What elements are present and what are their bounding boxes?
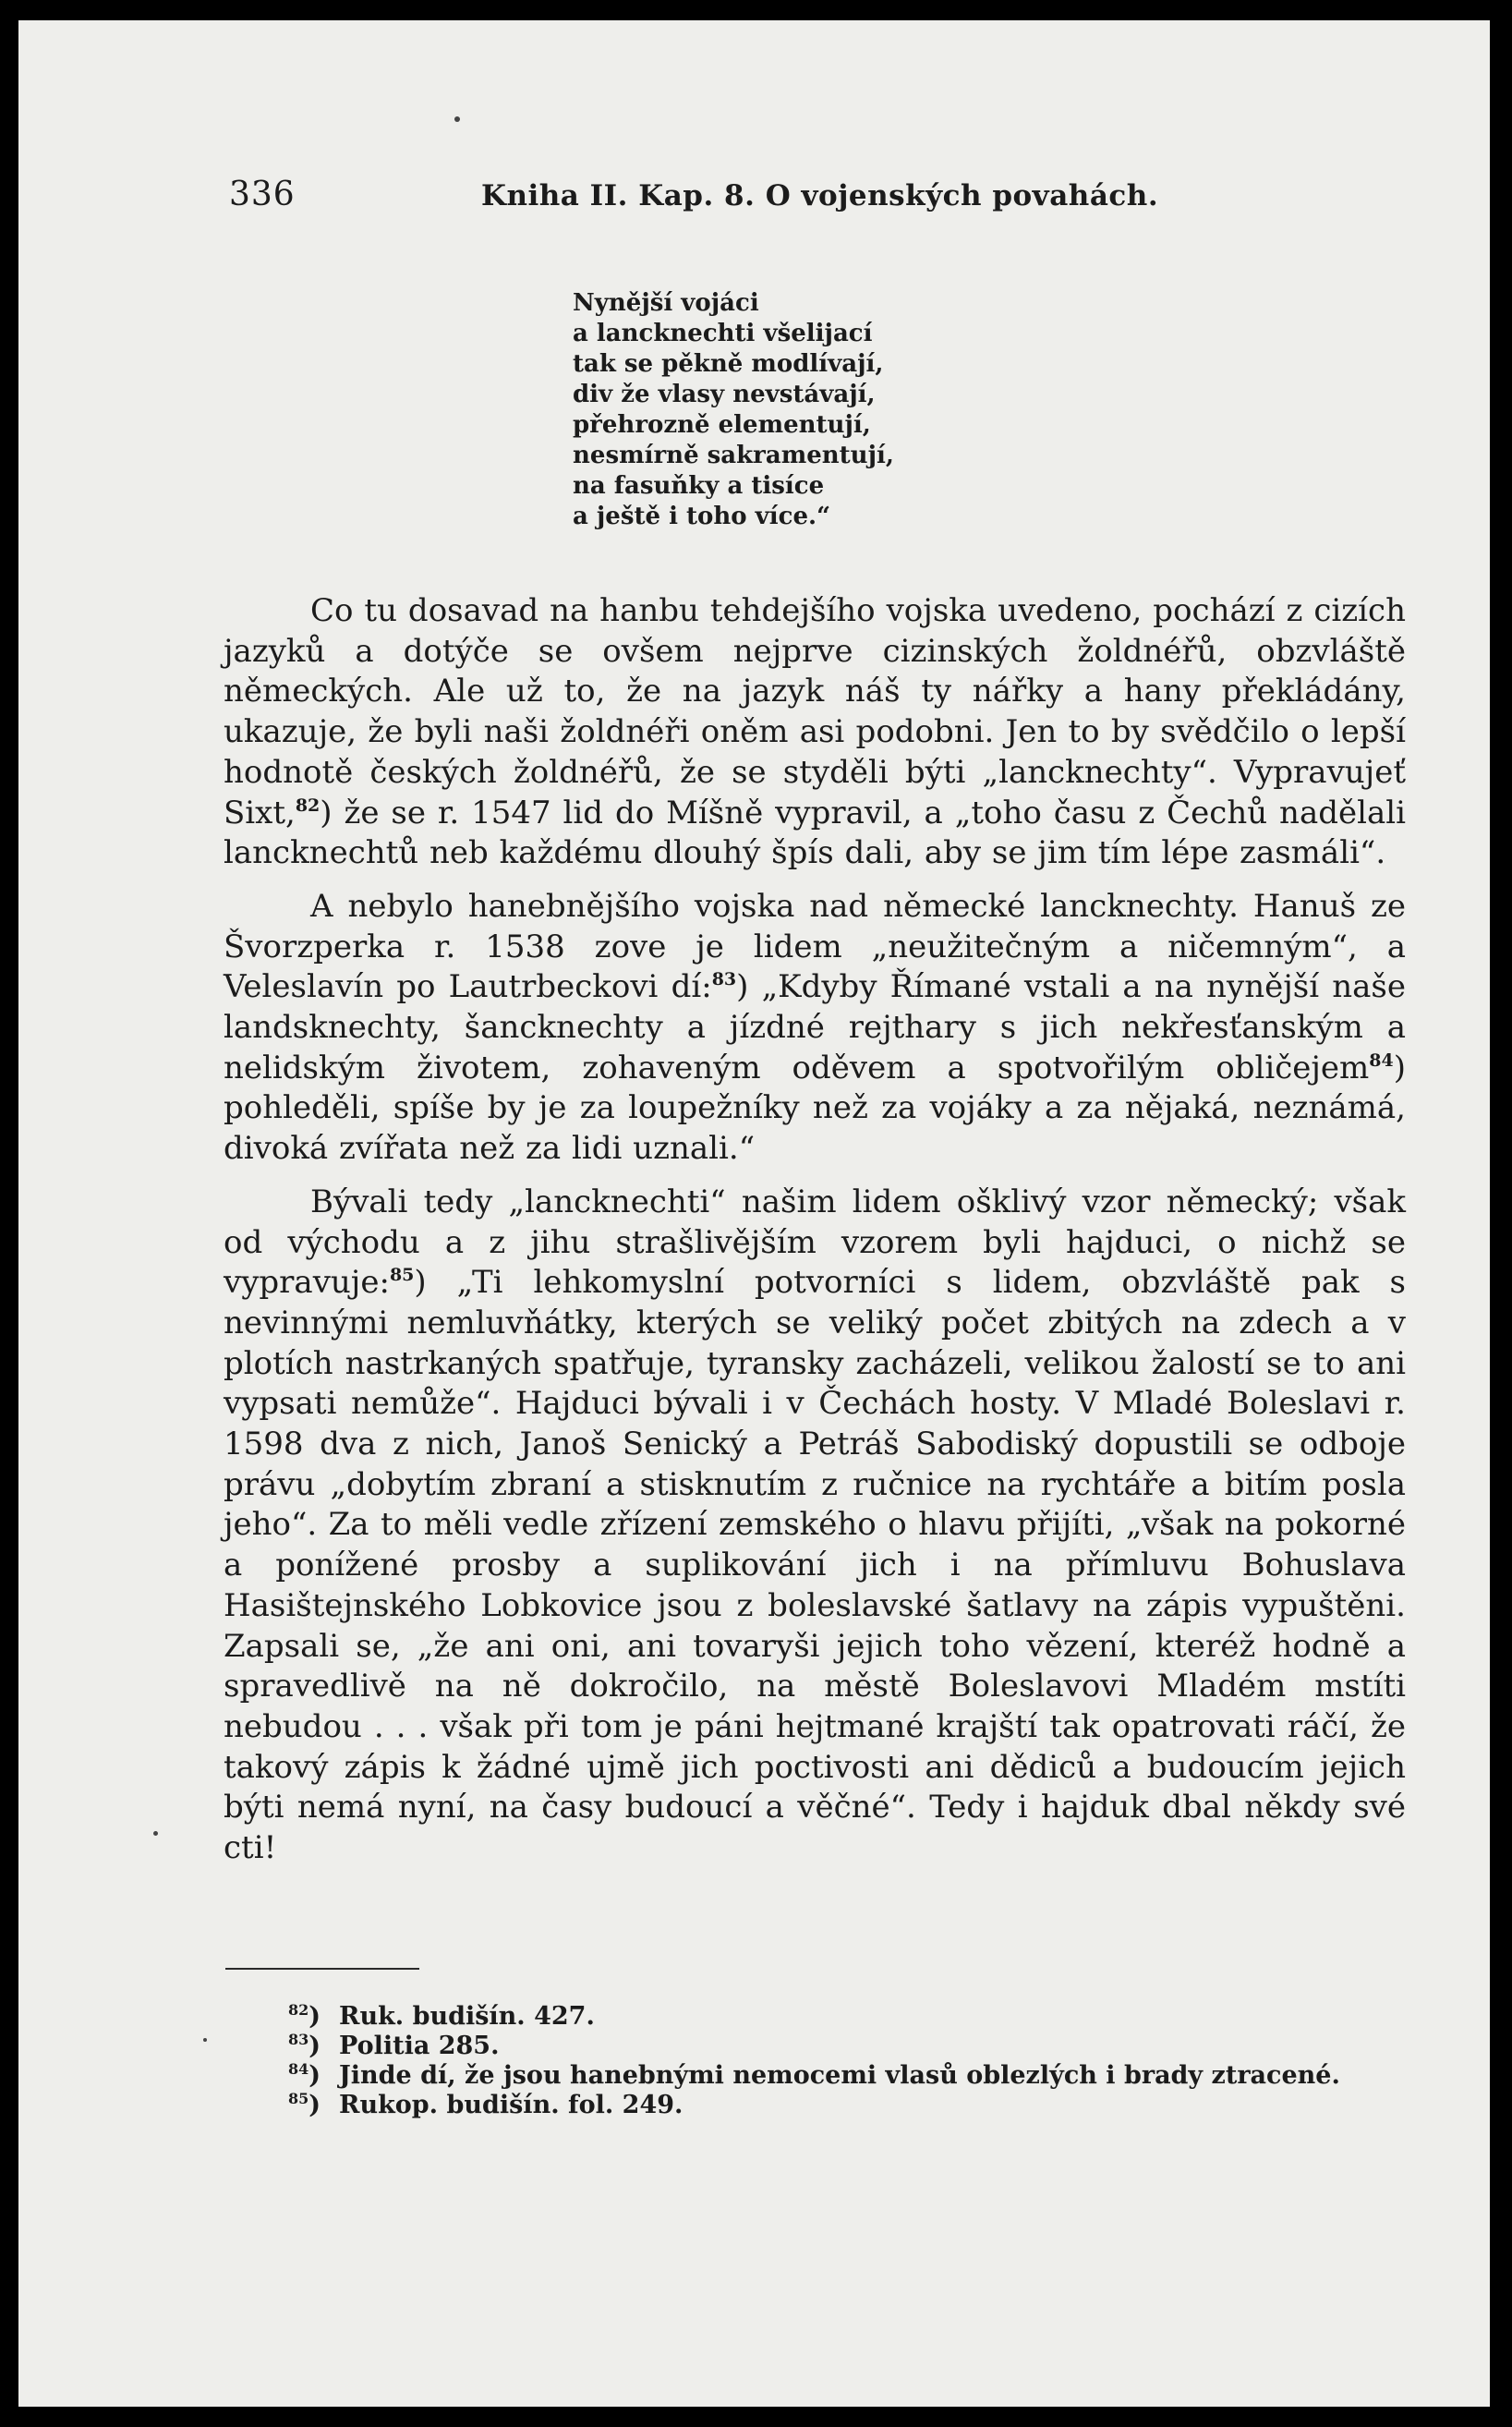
footnote-ref: 84 [1369, 1050, 1394, 1071]
paragraph [224, 887, 1406, 1170]
footnote-ref: 85 [389, 1265, 415, 1286]
page-number: 336 [229, 176, 296, 213]
footnote [288, 2032, 1415, 2061]
print-speck [153, 1831, 158, 1836]
page-header [229, 176, 1393, 222]
footnote [288, 2061, 1415, 2091]
verse-line: přehrozně elementují, [573, 411, 871, 439]
paragraph-text: ) „Ti lehkomyslní potvorníci s lidem, obzvláště pak s nevinnými nemluvňátky, kterých se veliký počet zbitých na zdech a v plotích nastrkaných spatřuje, tyransky zacházeli, velikou žalostí se to ani vypsati nemůže“. Hajduci bývali i v Čechách hosty. V Mladé Boleslavi r. 1598 dva z nich, Janoš Senický a Petráš Sabodiský dopustili se odboje právu „dobytím zbraní a stisknutím z ručnice na rychtáře a bitím posla jeho“. Za to měli vedle zřízení zemského o hlavu přijíti, „však na pokorné a ponížené prosby a suplikování jich i na přímluvu Bohuslava Hasištejnského Lobkovice jsou z boleslavské šatlavy na zápis vypuštěni. Zapsali se, „že ani oni, ani tovaryši jejich toho vězení, kteréž hodně a spravedlivě na ně dokročilo, na městě Boleslavovi Mladém mstíti nebudou . . . však při tom je páni hejtmané krajští tak opatrovati ráčí, že takový zápis k žádné ujmě jich poctivosti ani dědiců a budoucím jejich býti nemá nyní, na časy budoucí a věčné“. Tedy i hajduk dbal někdy své cti! [224, 1264, 1406, 1867]
body-text [224, 591, 1406, 1869]
footnote-ref: 83 [711, 969, 737, 990]
footnote-mark: $^{84}$) [288, 2060, 321, 2090]
footnote [288, 2002, 1415, 2032]
verse-line: a ještě i toho více.“ [573, 503, 831, 530]
verse-line: na fasuňky a tisíce [573, 472, 825, 500]
footnote-divider [225, 1968, 419, 1970]
verse-line: nesmírně sakramentují, [573, 442, 894, 469]
verse-line: tak se pěkně modlívají, [573, 350, 884, 378]
footnote-text: Politia 285. [339, 2032, 500, 2060]
footnote [288, 2091, 1415, 2120]
paragraph-text: ) že se r. 1547 lid do Míšně vypravil, a „toho času z Čechů nadělali lancknechtů neb každému dlouhý špís dali, aby se jim tím lépe zasmáli“. [224, 794, 1406, 872]
footnote-number: 82 [288, 2001, 309, 2019]
footnote-text: Ruk. budišín. 427. [339, 2002, 595, 2031]
footnote-mark: $^{85}$) [288, 2090, 321, 2119]
paragraph [224, 591, 1406, 874]
book-page [18, 20, 1490, 2407]
print-speck [454, 116, 460, 122]
paragraph-text: A nebylo hanebnějšího vojska nad německé lancknechty. Hanuš ze Švorzperka r. 1538 zove je lidem „neužitečným a ničemným“, a Veleslavín po Lautrbeckovi dí: [224, 887, 1406, 1006]
print-speck [203, 2038, 207, 2042]
footnote-text: Rukop. budišín. fol. 249. [339, 2091, 683, 2119]
paragraph-text: Co tu dosavad na hanbu tehdejšího vojska uvedeno, pochází z cizích jazyků a dotýče se ovšem nejprve cizinských žoldnéřů, obzvláště německých. Ale už to, že na jazyk náš ty nářky a hany překládány, ukazuje, že byli naši žoldnéři oněm asi podobni. Jen to by svědčilo o lepší hodnotě českých žoldnéřů, že se styděli býti „lancknechty“. Vypravujeť Sixt, [224, 592, 1406, 831]
verse-line: Nynější vojáci [573, 289, 759, 317]
verse-line: div že vlasy nevstávají, [573, 381, 876, 408]
footnote-ref: 82 [295, 795, 321, 816]
verse-line: a lancknechti všelijací [573, 320, 873, 347]
footnote-number: 83 [288, 2031, 309, 2048]
paragraph [224, 1183, 1406, 1869]
paragraph-text: Bývali tedy „lancknechti“ našim lidem ošklivý vzor německý; však od východu a z jihu strašlivějším vzorem byli hajduci, o nichž se vypravuje: [224, 1183, 1406, 1302]
footnote-number: 85 [288, 2090, 309, 2107]
footnote-mark: $^{83}$) [288, 2031, 321, 2060]
footnote-number: 84 [288, 2060, 309, 2078]
footnotes [288, 2002, 1415, 2120]
footnote-mark: $^{82}$) [288, 2001, 321, 2031]
paragraph-text: ) „Kdyby Římané vstali a na nynější naše landsknechty, šancknechty a jízdné rejthary s jich nekřesťanským a nelidským životem, zohaveným oděvem a spotvořilým obličejem [224, 968, 1406, 1086]
footnote-text: Jinde dí, že jsou hanebnými nemocemi vlasů oblezlých i brady ztracené. [339, 2061, 1340, 2090]
running-head: Kniha II. Kap. 8. O vojenských povahách. [481, 179, 1159, 212]
verse-quotation [573, 288, 1090, 532]
paragraph-text: ) pohleděli, spíše by je za loupežníky než za vojáky a za nějaká, neznámá, divoká zvířata než za lidi uznali.“ [224, 1049, 1406, 1168]
